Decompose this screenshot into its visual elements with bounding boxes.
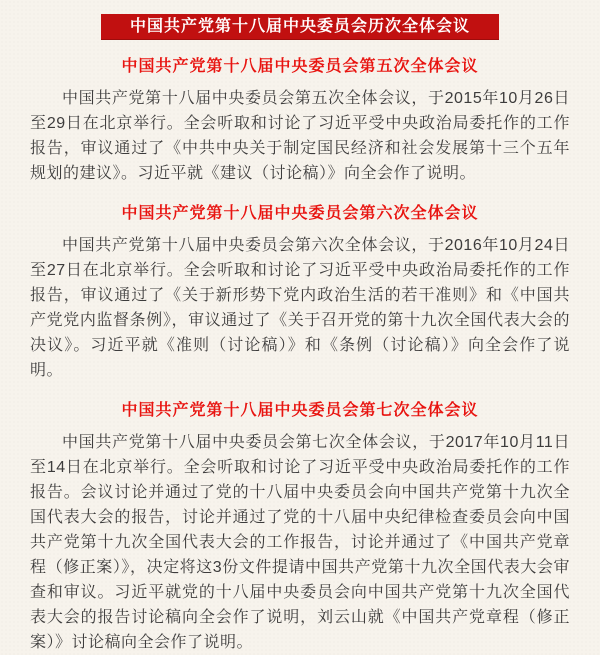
section-body-sixth-plenary: 中国共产党第十八届中央委员会第六次全体会议，于2016年10月24日至27日在北京举行。全会听取和讨论了习近平受中央政治局委托作的工作报告，审议通过了《关于新形势下党内政治生活的若干准则》和《中国共产党党内监督条例》，审议通过了《关于召开党的第十九次全国代表大会的决议》。习近平就《准则（讨论稿）》和《条例（讨论稿）》向全会作了说明。 [30,237,570,379]
page-title-banner: 中国共产党第十八届中央委员会历次全体会议 [101,14,499,39]
banner-container [0,0,600,39]
section-fifth-plenary [0,57,600,186]
section-body-fifth-plenary: 中国共产党第十八届中央委员会第五次全体会议，于2015年10月26日至29日在北京举行。全会听取和讨论了习近平受中央政治局委托作的工作报告，审议通过了《中共中央关于制定国民经济和社会发展第十三个五年规划的建议》。习近平就《建议（讨论稿）》向全会作了说明。 [30,90,570,182]
section-sixth-plenary [0,204,600,383]
section-body-seventh-plenary: 中国共产党第十八届中央委员会第七次全体会议，于2017年10月11日至14日在北京举行。全会听取和讨论了习近平受中央政治局委托作的工作报告。会议讨论并通过了党的十八届中央委员会向中国共产党第十九次全国代表大会的报告，讨论并通过了党的十八届中央纪律检查委员会向中国共产党第十九次全国代表大会的工作报告，讨论并通过了《中国共产党章程（修正案）》，决定将这3份文件提请中国共产党第十九次全国代表大会审查和审议。习近平就党的十八届中央委员会向中国共产党第十九次全国代表大会的报告讨论稿向全会作了说明，刘云山就《中国共产党章程（修正案）》讨论稿向全会作了说明。 [30,434,570,651]
section-heading-fifth-plenary: 中国共产党第十八届中央委员会第五次全体会议 [121,58,479,75]
section-seventh-plenary [0,401,600,655]
section-heading-sixth-plenary: 中国共产党第十八届中央委员会第六次全体会议 [121,205,479,222]
section-heading-seventh-plenary: 中国共产党第十八届中央委员会第七次全体会议 [121,402,479,419]
